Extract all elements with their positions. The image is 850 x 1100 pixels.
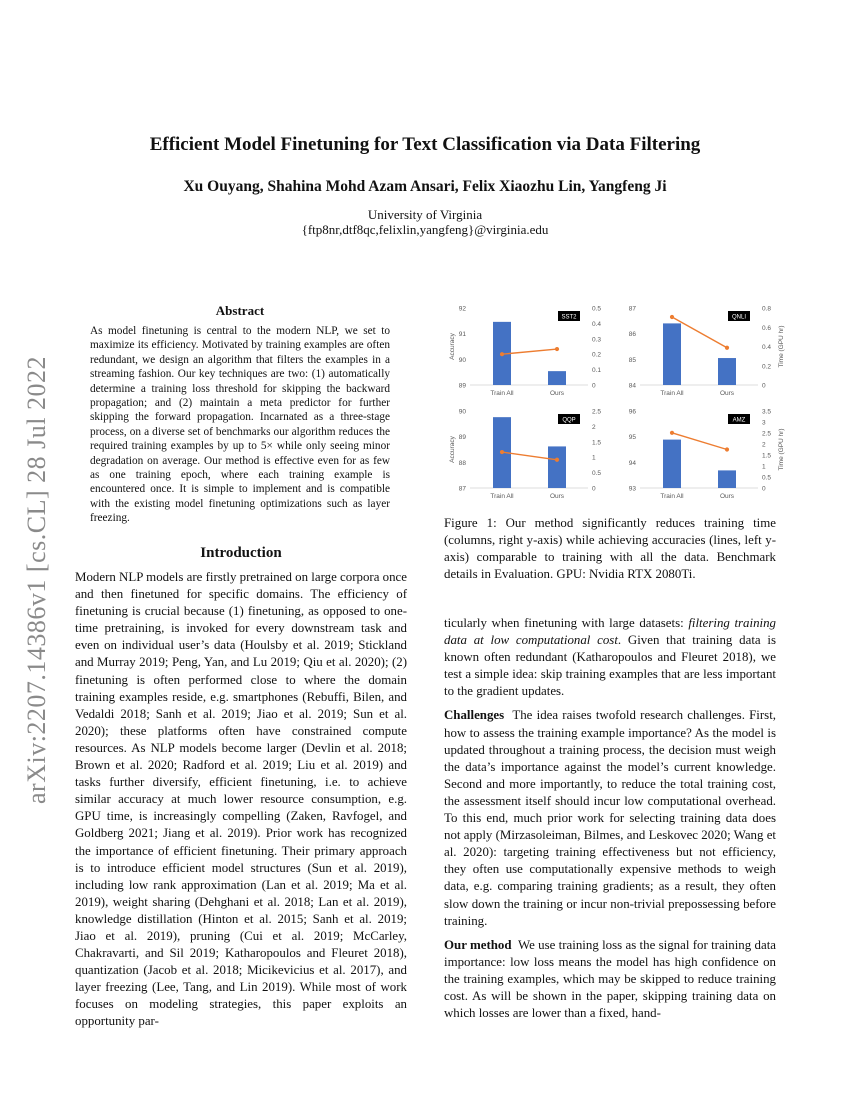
right-axis-title: Time (GPU hr) — [778, 325, 785, 368]
time-tick-label: 3.5 — [762, 408, 772, 416]
challenges-heading: Challenges — [444, 708, 505, 723]
accuracy-point — [555, 458, 559, 462]
time-tick-label: 0 — [592, 485, 596, 493]
right-column-text — [444, 615, 776, 1029]
left-axis-title: Accuracy — [449, 436, 456, 463]
acc-tick-label: 87 — [458, 485, 466, 493]
time-tick-label: 2.5 — [592, 408, 602, 416]
time-tick-label: 1 — [592, 454, 596, 462]
acc-tick-label: 86 — [628, 331, 636, 339]
continuation-post: . Given that training data is known often redundant (Katharopoulos and Fleuret 2018), we test a simple idea: skip training examples that are less important to the gradient updates. — [444, 633, 776, 699]
time-tick-label: 2 — [592, 423, 596, 431]
affiliation-block — [0, 207, 850, 237]
challenges-text: The idea raises twofold research challenges. First, how to assess the training example importance? As the model is updated throughout a training process, the decision must weigh the data’s importance against the model’s current knowledge. Second and more importantly, to reduce the total training cost, the assessment itself should incur low computational overhead. To this end, much prior work for selecting training data does not apply (Mirzasoleiman, Bilmes, and Leskovec 2020; Wang et al. 2020): targeting training effectiveness but not efficiency, they often use computationally expensive methods to weigh data, e.g. comparing training gradients; as a result, they often slow down the training or incur non-trivial prepossessing before training. — [444, 708, 776, 928]
acc-tick-label: 89 — [458, 434, 466, 442]
time-tick-label: 2.5 — [762, 430, 772, 438]
arxiv-id: arXiv:2207.14386v1 [cs.CL] 28 Jul 2022 — [22, 356, 51, 804]
time-bar — [548, 446, 566, 488]
acc-tick-label: 91 — [458, 331, 466, 339]
continuation-pre: ticularly when finetuning with large datasets: — [444, 616, 689, 630]
time-tick-label: 0.2 — [592, 351, 602, 359]
acc-tick-label: 90 — [458, 356, 466, 364]
time-tick-label: 0 — [592, 382, 596, 390]
time-tick-label: 0 — [762, 485, 766, 493]
category-label: Ours — [549, 493, 565, 500]
accuracy-point — [500, 352, 504, 356]
introduction-paragraph: Modern NLP models are firstly pretrained on large corpora once and then finetuned for specific domains. The efficiency of finetuning is crucial because (1) finetuning, as opposed to one-time pretraining, is invoked for every downstream task and even on individual user’s data (Houlsby et al. 2019; Stickland and Murray 2019; Peng, Yan, and Lu 2019; Qiu et al. 2020); (2) finetuning is often performed close to where the domain training examples reside, e.g. smartphones (Rebuffi, Bilen, and Vedaldi 2018; Sanh et al. 2019; Jiao et al. 2019; Sun et al. 2020); these platforms often have constrained compute resources. As NLP models become larger (Devlin et al. 2018; Brown et al. 2020; Radford et al. 2019; Liu et al. 2019) and tasks further diversify, efficient finetuning, i.e. to achieve similar accuracy at much lower resource consumption, e.g. GPU time, is increasingly compelling (Zaken, Ravfogel, and Goldberg 2021; Jiang et al. 2019). Prior work has recognized the importance of efficient finetuning. Their primary approach is to introduce efficient model structures (Sun et al. 2019), including low rank approximation (Lan et al. 2019; Ma et al. 2019), weight sharing (Dehghani et al. 2018; Lan et al. 2019), knowledge distillation (Hinton et al. 2015; Sanh et al. 2019; Jiao et al. 2019), pruning (Cui et al. 2019; McCarley, Chakravarti, and Sil 2019; Katharopoulos and Fleuret 2018), quantization (Jacob et al. 2018; Micikevicius et al. 2017), and layer freezing (Lee, Tang, and Lin 2019). While most of work focuses on modeling strategies, this paper exploits an opportunity par- — [75, 570, 407, 1029]
time-tick-label: 0.5 — [592, 305, 602, 313]
acc-tick-label: 87 — [628, 305, 636, 313]
time-bar — [548, 371, 566, 385]
time-tick-label: 0.2 — [762, 363, 772, 371]
category-label: Ours — [719, 390, 735, 397]
time-tick-label: 0.6 — [762, 324, 772, 332]
category-label: Train All — [660, 390, 684, 397]
paper-title: Efficient Model Finetuning for Text Classification via Data Filtering — [149, 134, 701, 155]
author-emails: {ftp8nr,dtf8qc,felixlin,yangfeng}@virginia.edu — [301, 222, 549, 237]
right-axis-title: Time (GPU hr) — [778, 428, 785, 471]
time-tick-label: 0.5 — [762, 474, 772, 482]
dataset-label: AMZ — [732, 417, 746, 424]
accuracy-point — [725, 447, 729, 451]
introduction-heading: Introduction — [200, 545, 282, 561]
time-tick-label: 0.3 — [592, 336, 602, 344]
time-tick-label: 1.5 — [592, 439, 602, 447]
acc-tick-label: 94 — [628, 459, 636, 467]
time-tick-label: 0 — [762, 382, 766, 390]
accuracy-point — [725, 346, 729, 350]
arxiv-sidebar-stamp — [22, 300, 52, 860]
dataset-label: QNLI — [731, 314, 747, 321]
abstract-heading: Abstract — [215, 303, 265, 318]
time-tick-label: 2 — [762, 441, 766, 449]
time-tick-label: 3 — [762, 419, 766, 427]
category-label: Train All — [490, 493, 514, 500]
figure-1-charts — [444, 300, 784, 506]
time-tick-label: 0.8 — [762, 305, 772, 313]
dataset-label: QQP — [562, 417, 576, 424]
accuracy-point — [555, 347, 559, 351]
time-tick-label: 1 — [762, 463, 766, 471]
acc-tick-label: 85 — [628, 356, 636, 364]
introduction-text — [75, 569, 407, 1031]
time-tick-label: 0.4 — [592, 320, 602, 328]
continuation-paragraph — [444, 615, 776, 700]
acc-tick-label: 96 — [628, 408, 636, 416]
method-heading: Our method — [444, 937, 512, 952]
accuracy-point — [500, 450, 504, 454]
acc-tick-label: 88 — [458, 459, 466, 467]
category-label: Train All — [490, 390, 514, 397]
accuracy-point — [670, 431, 674, 435]
left-axis-title: Accuracy — [449, 333, 456, 360]
acc-tick-label: 92 — [458, 305, 466, 313]
accuracy-point — [670, 315, 674, 319]
time-tick-label: 0.1 — [592, 367, 602, 375]
paper-authors: Xu Ouyang, Shahina Mohd Azam Ansari, Felix Xiaozhu Lin, Yangfeng Ji — [183, 178, 667, 195]
dataset-label: SST2 — [561, 314, 577, 321]
category-label: Train All — [660, 493, 684, 500]
time-bar — [718, 358, 736, 385]
acc-tick-label: 93 — [628, 485, 636, 493]
acc-tick-label: 84 — [628, 382, 636, 390]
category-label: Ours — [549, 390, 565, 397]
acc-tick-label: 89 — [458, 382, 466, 390]
time-bar — [663, 440, 681, 488]
figure-caption: Figure 1: Our method significantly reduces training time (columns, right y-axis) while achieving accuracies (lines, left y-axis) comparable to training with all the data. Benchmark details in Evaluation. GPU: Nvidia RTX 2080Ti. — [444, 516, 776, 581]
abstract-text: As model finetuning is central to the modern NLP, we set to maximize its efficiency. Motivated by training examples are often redundant, we design an algorithm that filters the examples in a streaming fashion. Our key techniques are two: (1) automatically determine a training loss threshold for skipping the backward propagation; and (2) maintain a meta predictor for further skipping the forward propagation. Incarnated as a three-stage process, on a diverse set of benchmarks our algorithm reduces the required training examples by up to 5× while only seeing minor degradation on average. Our method is effective even for as few as one training epoch, where each training example is encountered once. It is simple to implement and is compatible with the existing model finetuning optimizations such as layer freezing. — [90, 325, 390, 525]
continuation-emphasis: filtering training data at low computational cost — [444, 616, 776, 648]
time-bar — [718, 470, 736, 488]
acc-tick-label: 90 — [458, 408, 466, 416]
time-tick-label: 0.4 — [762, 344, 772, 351]
method-paragraph — [444, 937, 776, 1022]
time-tick-label: 0.5 — [592, 470, 602, 478]
method-text: We use training loss as the signal for training data importance: low loss means the model has high confidence on the training examples, which may be skipped to reduce training cost. As will be shown in the paper, skipping training data on which losses are lower than a fixed, hand- — [444, 937, 776, 1021]
time-bar — [663, 323, 681, 385]
affiliation: University of Virginia — [367, 207, 483, 222]
challenges-paragraph — [444, 707, 776, 929]
category-label: Ours — [719, 493, 735, 500]
time-tick-label: 1.5 — [762, 452, 772, 460]
acc-tick-label: 95 — [628, 434, 636, 442]
